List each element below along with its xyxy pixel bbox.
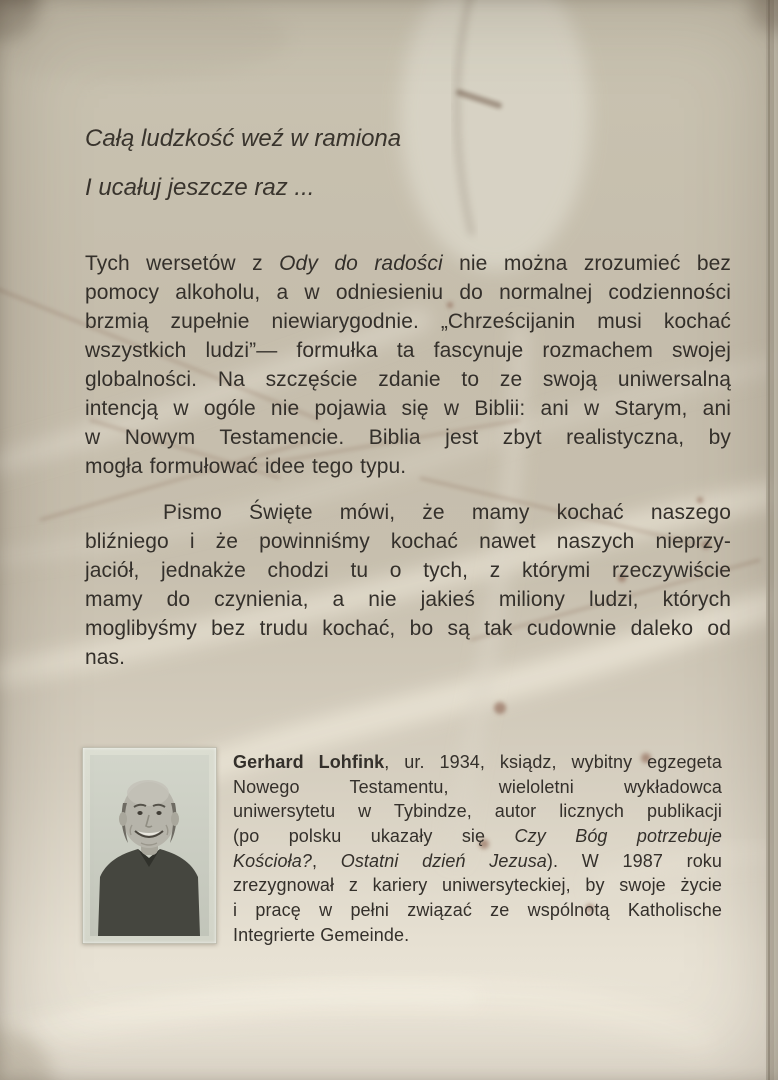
text-line: bliźniego i że powinniśmy kochać nawet naszych nieprzy-: [85, 530, 731, 553]
author-bio: [233, 750, 722, 948]
epigraph-line-1: Całą ludzkość weź w ramiona: [85, 125, 402, 152]
author-portrait-art: [90, 755, 209, 936]
text-line: Integrierte Gemeinde.: [233, 924, 410, 945]
text-line: Gerhard Lohfink, ur. 1934, ksiądz, wybitny egzegeta: [233, 752, 722, 772]
epigraph-line-2: I ucałuj jeszcze raz ...: [85, 174, 315, 201]
text-line: Nowego Testamentu, wieloletni wykładowca: [233, 776, 722, 797]
text-line: mogła formułować idee tego typu.: [85, 455, 407, 478]
text-line: jaciół, jednakże chodzi tu o tych, z którymi rzeczywiście: [85, 559, 731, 582]
text-line: Pismo Święte mówi, że mamy kochać naszego: [163, 501, 731, 524]
text-line: w Nowym Testamencie. Biblia jest zbyt realistyczna, by: [85, 426, 731, 449]
text-line: nas.: [85, 646, 126, 669]
text-line: wszystkich ludzi”— formułka ta fascynuje rozmachem swojej: [85, 339, 731, 362]
text-line: moglibyśmy bez trudu kochać, bo są tak cudownie daleko od: [85, 617, 731, 640]
text-line: pomocy alkoholu, a w odniesieniu do normalnej codzienności: [85, 281, 731, 304]
text-line: globalności. Na szczęście zdanie to ze swoją uniwersalną: [85, 368, 731, 391]
text-line: intencją w ogóle nie pojawia się w Biblii: ani w Starym, ani: [85, 397, 731, 420]
author-photo: [82, 747, 217, 944]
text-line: (po polsku ukazały się Czy Bóg potrzebuje: [233, 826, 722, 847]
text-line: i pracę w pełni związać ze wspólnotą Katholische: [233, 900, 722, 921]
text-line: brzmią zupełnie niewiarygodnie. „Chrześcijanin musi kochać: [85, 310, 731, 333]
text-line: uniwersytetu w Tybindze, autor licznych publikacji: [233, 801, 722, 822]
text-line: Tych wersetów z Ody do radości nie można zrozumieć bez: [85, 252, 731, 275]
epigraph: [85, 126, 645, 201]
text-line: zrezygnował z kariery uniwersyteckiej, by swoje życie: [233, 875, 722, 896]
blurb-paragraph-1: [85, 249, 731, 481]
text-line: mamy do czynienia, a nie jakieś miliony ludzi, których: [85, 588, 731, 611]
blurb-paragraph-2: [85, 498, 731, 672]
text-line: Kościoła?, Ostatni dzień Jezusa). W 1987 roku: [233, 850, 723, 871]
